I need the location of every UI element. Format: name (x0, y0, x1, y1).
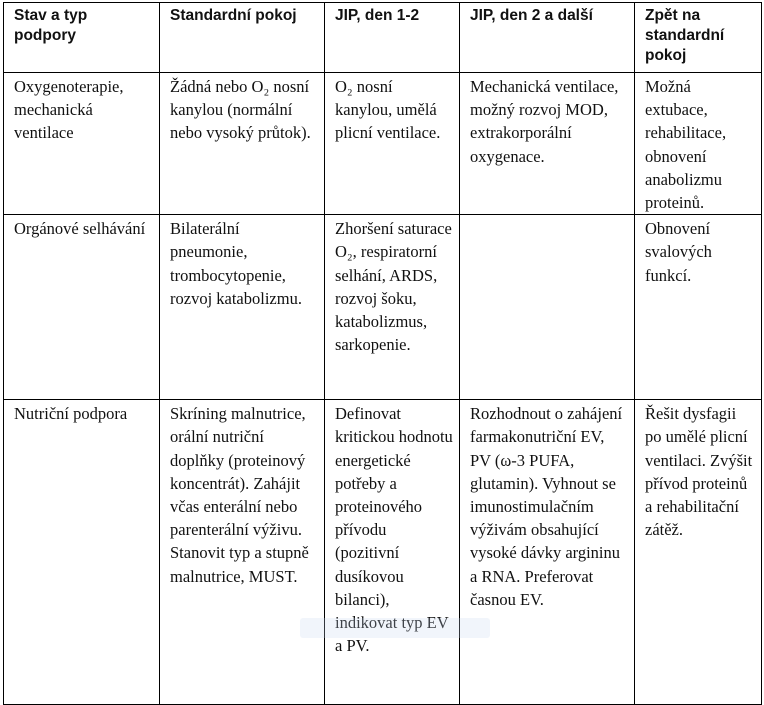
cell-icu-day-1-2: Definovat kritickou hodnotu energetické potřeby a proteinového přívodu (pozitivní dusíkovou bilanci), indikovat typ EV a PV. (325, 400, 460, 705)
header-cell-standard-room: Standardní pokoj (160, 3, 325, 73)
header-cell-icu-day-2-plus: JIP, den 2 a další (460, 3, 635, 73)
header-row (4, 3, 762, 73)
cell-icu-day-1-2: O₂ nosní kanylou, umělá plicní ventilace. (325, 73, 460, 215)
cell-icu-day-2-plus (460, 215, 635, 400)
care-stages-table (3, 2, 762, 705)
row-label: Oxygenoterapie, mechanická ventilace (4, 73, 160, 215)
row-label: Nutriční podpora (4, 400, 160, 705)
table-row (4, 73, 762, 215)
table-row (4, 215, 762, 400)
cell-standard-after: Řešit dysfagii po umělé plicní ventilaci. Zvýšit přívod proteinů a rehabilitační zátěž. (635, 400, 762, 705)
header-cell-icu-day-1-2: JIP, den 1-2 (325, 3, 460, 73)
cell-icu-day-2-plus: Rozhodnout o zahájení farmakonutriční EV, PV (ω-3 PUFA, glutamin). Vyhnout se imunostimulačním výživám obsahující vysoké dávky argininu a RNA. Preferovat časnou EV. (460, 400, 635, 705)
cell-standard-before: Bilaterální pneumonie, trombocytopenie, rozvoj katabolizmu. (160, 215, 325, 400)
cell-standard-after: Obnovení svalových funkcí. (635, 215, 762, 400)
cell-standard-before: Skríning malnutrice, orální nutriční doplňky (proteinový koncentrát). Zahájit včas enterální nebo parenterální výživu. Stanovit typ a stupně malnutrice, MUST. (160, 400, 325, 705)
cell-standard-after: Možná extubace, rehabilitace, obnovení anabolizmu proteinů. (635, 73, 762, 215)
header-cell-back-to-standard: Zpět na standardní pokoj (635, 3, 762, 73)
cell-icu-day-1-2: Zhoršení saturace O₂, respiratorní selhání, ARDS, rozvoj šoku, katabolizmus, sarkopenie. (325, 215, 460, 400)
table-row (4, 400, 762, 705)
cell-icu-day-2-plus: Mechanická ventilace, možný rozvoj MOD, extrakorporální oxygenace. (460, 73, 635, 215)
header-cell-condition: Stav a typ podpory (4, 3, 160, 73)
cell-standard-before: Žádná nebo O₂ nosní kanylou (normální nebo vysoký průtok). (160, 73, 325, 215)
row-label: Orgánové selhávání (4, 215, 160, 400)
